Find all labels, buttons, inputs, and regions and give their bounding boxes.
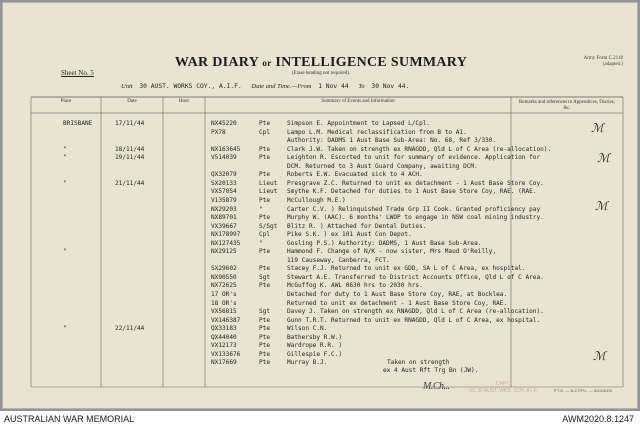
- entry-rank: ": [259, 205, 263, 213]
- table-row: [3, 206, 638, 214]
- entry-regimental-number: NX17669: [211, 359, 237, 367]
- entry-summary: Davey J. Taken on strength ex RNAGDD, Qld L of C Area (re-allocation).: [287, 308, 544, 316]
- table-row: [3, 180, 638, 188]
- entry-rank: Pte: [259, 214, 271, 222]
- entry-regimental-number: VX12173: [211, 342, 237, 350]
- entry-regimental-number: SX20133: [211, 179, 237, 187]
- entry-regimental-number: NX90550: [211, 273, 237, 281]
- entry-rank: Cpl: [259, 128, 271, 136]
- entry-regimental-number: NX72625: [211, 282, 237, 290]
- table-row: [3, 351, 638, 359]
- entry-summary: McCullough M.E.): [287, 196, 346, 204]
- entry-summary: Roberts E.W. Evacuated sick to 4 ACH.: [287, 171, 423, 179]
- entry-rank: Pte: [259, 145, 271, 153]
- table-row: [3, 282, 638, 290]
- entry-rank: Pte: [259, 154, 271, 162]
- entry-date: 18/11/44: [115, 145, 145, 153]
- table-row: [3, 231, 638, 239]
- entry-summary: Gillespie F.C.): [287, 350, 343, 358]
- entry-rank: Pte: [259, 248, 271, 256]
- date-to: 30 Nov 44.: [371, 83, 410, 90]
- entry-summary: Wilson C.N.: [287, 325, 328, 333]
- entry-rank: Lieut: [259, 179, 278, 187]
- entry-rank: Sgt: [259, 273, 271, 281]
- entry-summary: Hammond F. Change of N/K - now sister, Mrs Maud O'Reilly,: [287, 248, 497, 256]
- entry-summary: Wardrope R.R. ): [287, 342, 343, 350]
- entry-regimental-number: NX29125: [211, 248, 237, 256]
- table-row: [3, 257, 638, 265]
- entry-regimental-number: NX163645: [211, 145, 241, 153]
- entry-date: 19/11/44: [115, 154, 145, 162]
- entry-place: BRISBANE: [63, 120, 93, 127]
- table-row: [3, 120, 638, 128]
- entry-rank: Pte: [259, 171, 271, 179]
- table-row: [3, 129, 638, 137]
- table-row: [3, 308, 638, 316]
- table-row: [3, 342, 638, 350]
- entry-date: 17/11/44: [115, 120, 145, 127]
- group-note-line-2: ex 4 Aust Rft Trg Bn (JW).: [383, 367, 479, 374]
- entry-summary: Gunn T.R.T. Returned to unit ex RNAGDD, Qld L of C Area, ex hospital.: [287, 316, 541, 324]
- entry-rank: Pte: [259, 359, 271, 367]
- entry-summary: Murray B.J.: [287, 359, 328, 367]
- caption-institution: AUSTRALIAN WAR MEMORIAL: [4, 414, 135, 424]
- entry-rank: Pte: [259, 282, 271, 290]
- entry-summary: Stacey F.J. Returned to unit ex GDD, SA L of C Area, ex hospital.: [287, 265, 526, 273]
- table-row: [3, 197, 638, 205]
- entry-regimental-number: NX127435: [211, 239, 241, 247]
- form-code-line-2: (adapted.): [602, 62, 623, 67]
- entry-summary: Carter C.V. ) Relinquished Trade Grp II Cook. Granted proficiency pay: [287, 205, 541, 213]
- entry-summary: Leighton R. Escorted to unit for summary of evidence. Application for: [287, 154, 541, 162]
- table-row: [3, 334, 638, 342]
- entry-rank: Pte: [259, 333, 271, 341]
- group-note: [3, 359, 638, 367]
- entry-place: ": [63, 248, 67, 256]
- table-row: [3, 223, 638, 231]
- initial-mark-3: ℳ: [595, 199, 608, 213]
- table-row: [3, 163, 638, 171]
- initial-mark-2: ℳ: [597, 151, 610, 165]
- title-intelligence-summary: INTELLIGENCE SUMMARY: [275, 55, 468, 70]
- stamp-line-1: CAPT.: [495, 381, 511, 387]
- entry-rank: Pte: [259, 342, 271, 350]
- entry-summary: Clark J.W. Taken on strength ex RNAGDD, Qld L of C Area (re-allocation).: [287, 145, 552, 153]
- table-row: [3, 146, 638, 154]
- entry-regimental-number: VX146387: [211, 316, 241, 324]
- entry-regimental-number: VX56815: [211, 308, 237, 316]
- entry-date: 21/11/44: [115, 179, 145, 187]
- erase-heading-note: (Erase heading not required).: [291, 71, 351, 76]
- date-from: 1 Nov 44: [318, 83, 349, 90]
- entry-regimental-number: VX39667: [211, 222, 237, 230]
- initial-mark-1: ℳ: [591, 121, 604, 135]
- entry-rank: Sgt: [259, 308, 271, 316]
- entry-regimental-number: QX33183: [211, 325, 237, 333]
- entry-regimental-number: PX78: [211, 128, 226, 136]
- entry-rank: Pte: [259, 325, 271, 333]
- entry-regimental-number: 18 OR's: [211, 299, 237, 307]
- table-row: [3, 248, 638, 256]
- entry-regimental-number: 17 OR's: [211, 291, 237, 298]
- date-to-label: To: [358, 83, 365, 90]
- entry-regimental-number: SX29602: [211, 265, 237, 273]
- entry-summary: 119 Causeway, Canberra, FCT.: [287, 256, 390, 264]
- table-row: [3, 171, 638, 179]
- entry-summary: Stewart A.E. Transferred to District Accounts Office, Qld L of C Area.: [287, 273, 544, 281]
- form-code-line-1: Army Form C.2118: [583, 56, 623, 61]
- table-row: [3, 214, 638, 222]
- table-row: [3, 291, 638, 299]
- entry-summary: Authority: DADMS 1 Aust Base Sub-Area: No. 68, Ref 3/330.: [287, 137, 497, 145]
- entry-rank: Pte: [259, 350, 271, 358]
- print-code: P.T.O. — N.Z.P.P.L. — 5/43/3000.: [553, 388, 613, 393]
- entry-regimental-number: QX32079: [211, 171, 237, 179]
- officer-stamp: [455, 381, 551, 395]
- entry-summary: Presgrave Z.C. Returned to unit ex detachment - 1 Aust Base Store Coy.: [287, 179, 544, 187]
- entry-rank: Pte: [259, 316, 271, 324]
- table-row: [3, 325, 638, 333]
- entry-rank: Pte: [259, 265, 271, 273]
- entry-rank: Pte: [259, 196, 271, 204]
- table-row: [3, 137, 638, 145]
- column-header-summary: Summary of Events and Information: [321, 99, 395, 104]
- entry-summary: Smythe K.F. Detached for duties to 1 Aust Base Store Coy, RAE. (RAE.: [287, 188, 537, 196]
- entry-summary: Detached for duty to 1 Aust Base Store Coy, RAE, at Bocklea.: [287, 291, 508, 298]
- table-row: [3, 154, 638, 162]
- entry-summary: Returned to unit ex detachment - 1 Aust Base Store Coy, RAE.: [287, 299, 508, 307]
- unit-label: Unit: [121, 83, 133, 90]
- title-or: or: [262, 58, 272, 68]
- entry-rank: Lieut: [259, 188, 278, 196]
- table-row: [3, 240, 638, 248]
- entry-summary: Bathersby R.W.): [287, 333, 343, 341]
- entry-rank: Cpl: [259, 231, 271, 239]
- entry-regimental-number: NX178997: [211, 231, 241, 239]
- entry-summary: McGuffog K. AWL 0630 hrs to 2030 hrs.: [287, 282, 423, 290]
- table-row: [3, 265, 638, 273]
- entry-place: ": [63, 325, 67, 333]
- entry-regimental-number: VX133676: [211, 350, 241, 358]
- entry-date: 22/11/44: [115, 325, 145, 333]
- title-war-diary: WAR DIARY: [174, 55, 259, 70]
- sheet-number: Sheet No. 5: [61, 69, 94, 77]
- group-note-line-1: Taken on strength: [387, 359, 450, 366]
- entry-summary: Gosling P.S.) Authority: DADMS, 1 Aust Base Sub-Area.: [287, 239, 482, 247]
- stamp-line-2: OC 30 AUST. WKS. COY. A.I.F.: [468, 388, 538, 394]
- entry-place: ": [63, 154, 67, 162]
- entry-regimental-number: V135879: [211, 196, 237, 204]
- initial-mark-4: ℳ: [593, 349, 606, 363]
- caption-accession: AWM2020.8.1247: [562, 414, 634, 424]
- entry-summary: Murphy W. (AAC). 6 months' LWOP to engage in NSW coal mining industry.: [287, 214, 544, 222]
- table-row: [3, 274, 638, 282]
- table-row: [3, 300, 638, 308]
- entry-regimental-number: NX29203: [211, 205, 237, 213]
- column-header-hour: Hour: [178, 99, 190, 104]
- group-note-2: [3, 367, 638, 375]
- entry-rank: S/Sgt: [259, 222, 278, 230]
- entry-regimental-number: NX89701: [211, 214, 237, 222]
- caption-bar: [0, 411, 640, 427]
- entry-rank: ": [259, 239, 263, 247]
- entry-place: ": [63, 145, 67, 153]
- war-diary-sheet: [2, 2, 638, 409]
- entry-summary: Lampo L.M. Medical reclassification from B to A1.: [287, 128, 467, 136]
- entry-summary: Pike S.K. ) ex 101 Aust Con Depot.: [287, 231, 412, 239]
- signature: M.Ch...: [423, 381, 450, 392]
- column-header-date: Date: [127, 99, 137, 104]
- entry-summary: Blitz R. ) Attached for Dental Duties.: [287, 222, 427, 230]
- entry-regimental-number: QX44040: [211, 333, 237, 341]
- entry-regimental-number: NX45220: [211, 120, 237, 127]
- entry-regimental-number: VX57054: [211, 188, 237, 196]
- unit-value: 30 AUST. WORKS COY., A.I.F.: [139, 83, 242, 90]
- entry-rank: Pte: [259, 120, 271, 127]
- column-header-place: Place: [60, 99, 72, 104]
- date-label: Date and Time.—From: [251, 83, 312, 90]
- table-row: [3, 188, 638, 196]
- entry-summary: DCM. Returned to 3 Aust Guard Company, awaiting DCM.: [287, 162, 478, 170]
- entry-regimental-number: V514039: [211, 154, 237, 162]
- table-row: [3, 317, 638, 325]
- column-header-remarks: Remarks and references to Appendices, Diaries, &c.: [519, 100, 615, 111]
- entry-place: ": [63, 179, 67, 187]
- entry-summary: Simpson E. Appointment to Lapsed L/Cpl.: [287, 120, 431, 127]
